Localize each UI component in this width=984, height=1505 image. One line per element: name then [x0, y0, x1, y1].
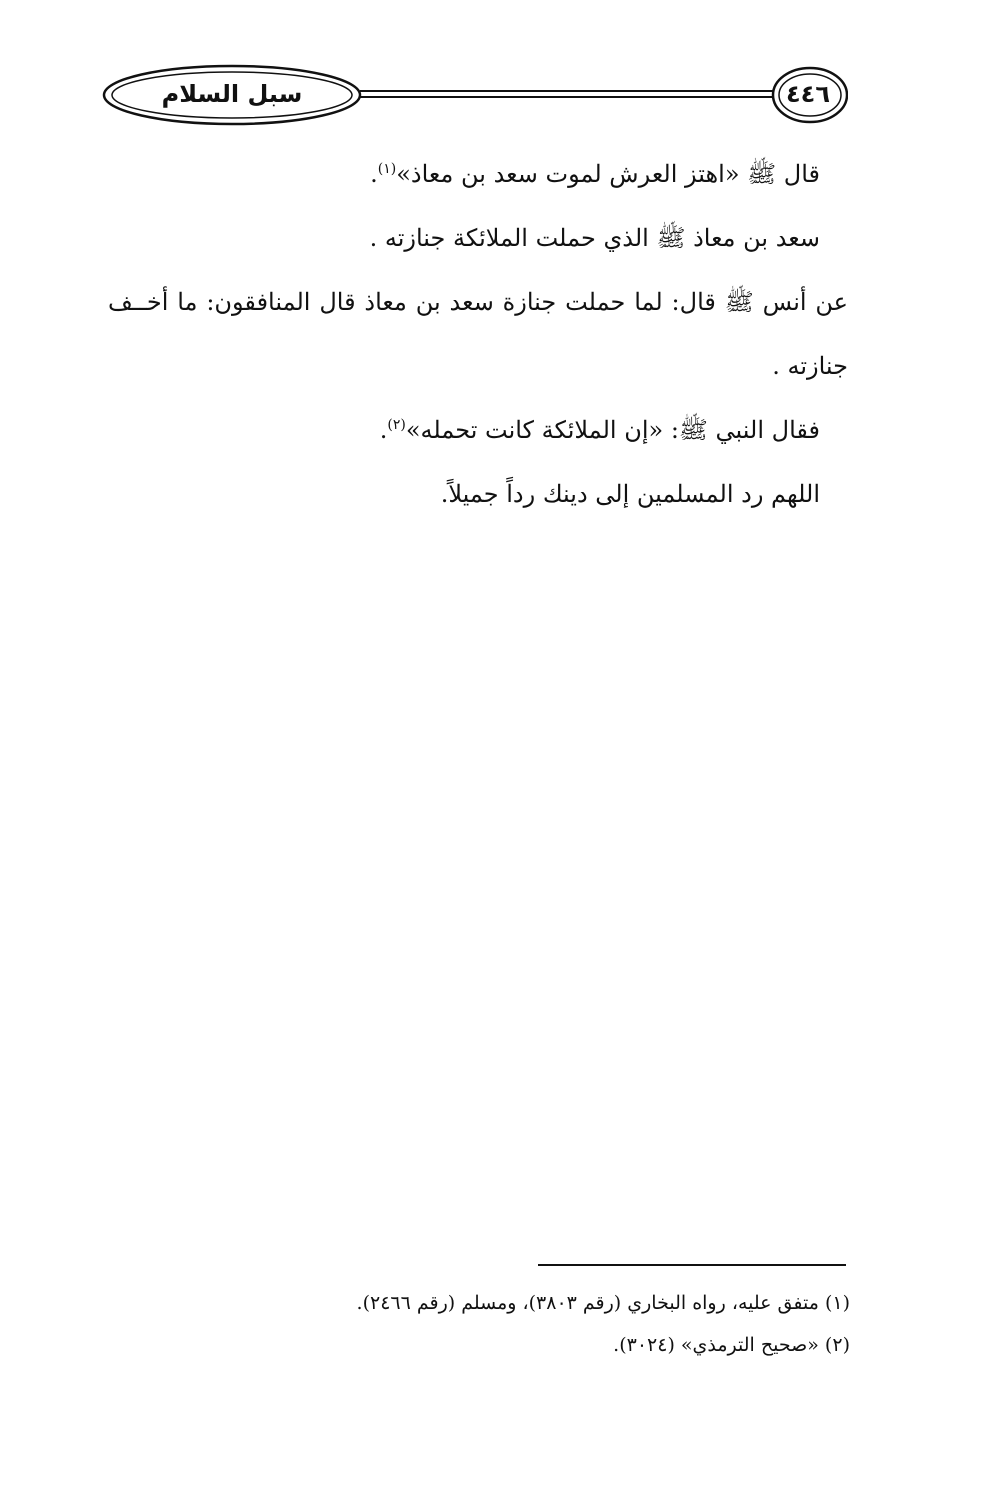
- paragraph-1-text: قال ﷺ «اهتز العرش لموت سعد بن معاذ»: [396, 160, 820, 188]
- paragraph-3-wrap: [108, 270, 848, 398]
- footnote-divider: [538, 1264, 846, 1266]
- page-header: [102, 64, 848, 126]
- paragraph-4-text: فقال النبي ﷺ: «إن الملائكة كانت تحمله»: [405, 416, 820, 444]
- book-title: سبل السلام: [161, 80, 303, 108]
- main-text: [108, 142, 849, 526]
- footnote-1: (١) متفق عليه، رواه البخاري (رقم ٣٨٠٣)، ومسلم (رقم ٢٤٦٦).: [356, 1292, 850, 1314]
- page-number: ٤٤٦: [786, 80, 830, 108]
- paragraph-3: [108, 270, 848, 398]
- paragraph-1: [108, 142, 820, 206]
- footnote-2: (٢) «صحيح الترمذي» (٣٠٢٤).: [613, 1334, 850, 1356]
- paragraph-5: [108, 462, 820, 526]
- paragraph-2: [108, 206, 820, 270]
- paragraph-4-end: .: [379, 416, 388, 444]
- paragraph-4: [108, 398, 820, 462]
- paragraph-3-text: عن أنس ﷺ قال: لما حملت جنازة سعد بن معاذ قال المنافقون: ما أخــف جنازته .: [108, 288, 849, 380]
- footnote-ref-1: (١): [377, 161, 397, 177]
- footnote-ref-2: (٢): [387, 417, 406, 433]
- paragraph-5-text: اللهم رد المسلمين إلى دينك رداً جميلاً.: [440, 480, 820, 508]
- paragraph-1-end: .: [370, 160, 378, 188]
- footnotes: [240, 1282, 850, 1366]
- paragraph-2-text: سعد بن معاذ ﷺ الذي حملت الملائكة جنازته .: [369, 224, 820, 252]
